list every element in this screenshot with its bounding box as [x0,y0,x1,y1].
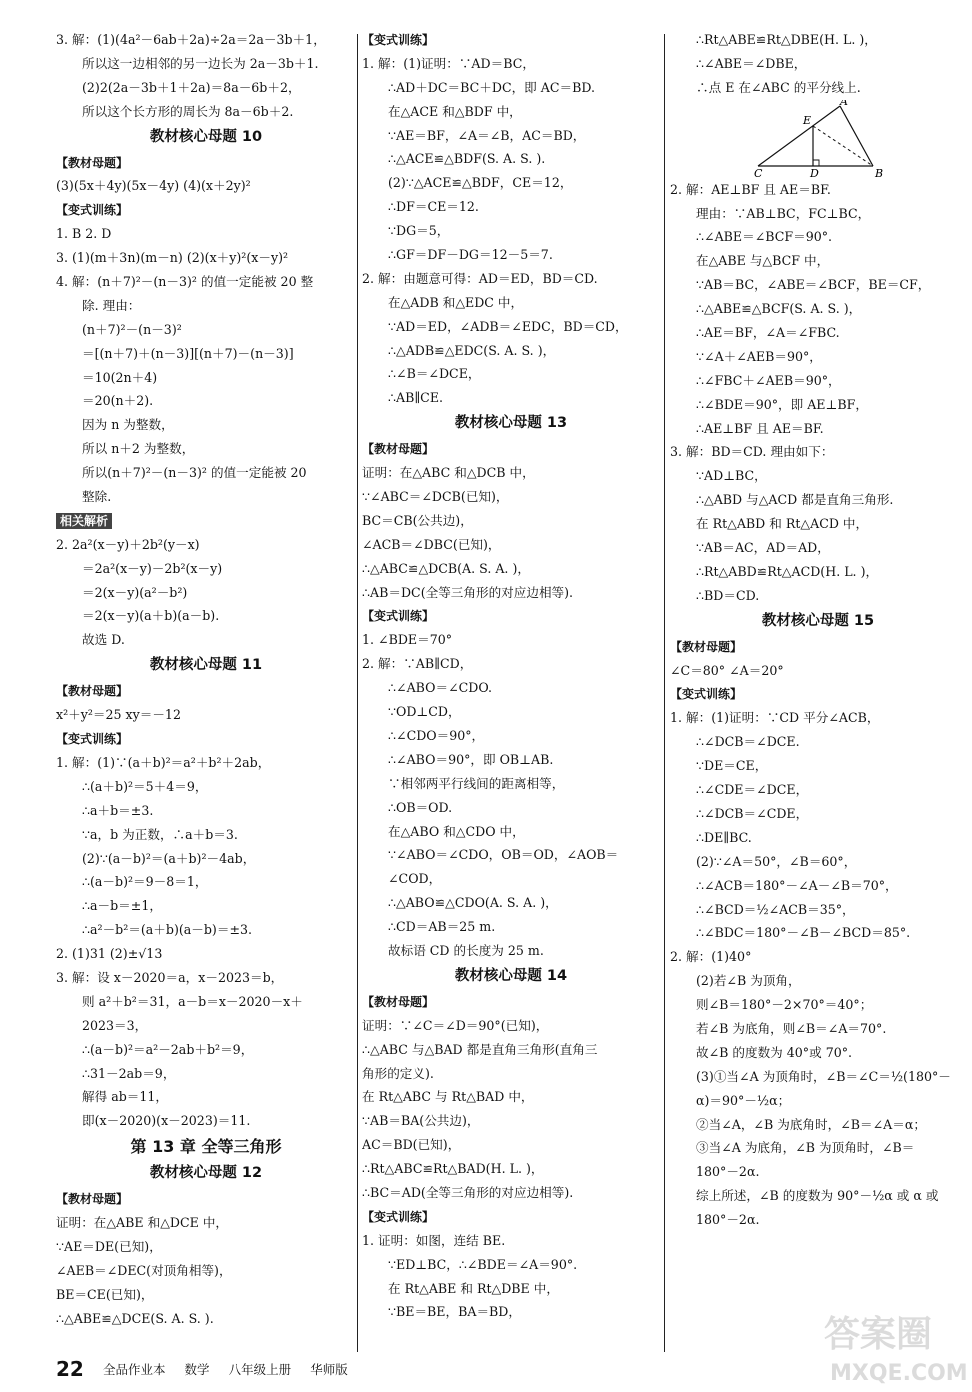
chapter-title: 第 13 章 全等三角形 [130,1137,282,1157]
section-title: 教材核心母题 13 [454,415,568,432]
text-line: 2. 解：AE⊥BF 且 AE＝BF. [670,181,831,197]
text-line: (3)(5x＋4y)(5x－4y) (4)(x＋2y)² [56,178,251,194]
text-line: ∵DG＝5， [388,223,450,239]
column-divider-2 [664,34,665,1352]
text-line: 证明：在△ABC 和△DCB 中， [362,465,535,481]
section-title: 教材核心母题 15 [761,612,875,629]
section-tag [362,990,660,1014]
column-3-part-b [670,178,966,1232]
section-title: 教材核心母题 10 [149,128,263,145]
section-tag-text: 【变式训练】 [670,687,743,702]
text-line: ∴Rt△ABD≌Rt△ACD(H. L. )， [696,563,879,579]
text-line: ∴△ADB≌△EDC(S. A. S. )， [388,342,556,358]
text-line: 1. 解：(1)∵(a＋b)²＝a²＋b²＋2ab， [56,754,271,770]
text-line: ∴∠ABO＝90°，即 OB⊥AB. [388,751,554,767]
section-tag-text: 【变式训练】 [362,1209,435,1224]
footer-book: 全品作业本 [102,1362,166,1377]
text-line: 2023＝3， [82,1017,148,1033]
text-line: ∴Rt△ABE≌Rt△DBE(H. L. )， [696,32,877,47]
text-line: 在 Rt△ABD 和 Rt△ACD 中， [696,516,869,532]
text-line: 3. 解：(1)(4a²－6ab＋2a)÷2a＝2a－3b＋1， [56,32,326,47]
text-line: 所以 n＋2 为整数， [82,441,195,457]
text-line: ∴OB＝OD. [388,799,453,815]
section-tag-text: 【教材母题】 [56,155,129,170]
text-line: (2)∵(a－b)²＝(a＋b)²－4ab， [82,850,256,866]
text-line: ∴(a－b)²＝a²－2ab＋b²＝9， [82,1041,254,1057]
text-line: ∴∠CDE＝∠DCE， [696,782,809,798]
text-line: 1. 解：(1)证明：∵CD 平分∠ACB， [670,710,880,726]
text-line: ∴a－b＝±1， [82,898,162,914]
text-line: ∴∠BDE＝90°，即 AE⊥BF， [696,396,868,412]
text-line: ＝2(x－y)(a²－b²) [82,584,188,600]
text-line: 1. B 2. D [56,226,112,242]
text-line: (2)∵∠A＝50°，∠B＝60°， [696,853,857,869]
triangle-diagram [670,100,966,178]
text-line: ③当∠A 为底角，∠B 为顶角时，∠B＝ [696,1140,915,1156]
text-line: ＝[(n＋7)＋(n－3)][(n＋7)－(n－3)] [82,345,294,361]
text-line: 2. 2a²(x－y)＋2b²(y－x) [56,536,200,552]
text-line: α)＝90°－½α； [696,1092,791,1108]
text-line: ∴AB＝DC(全等三角形的对应边相等). [362,584,574,600]
text-line: 2. 解：由题意可得：AD＝ED，BD＝CD. [362,270,598,286]
section-tag-text: 【教材母题】 [56,684,129,699]
text-line: 在△ABO 和△CDO 中， [388,823,525,839]
text-line: ∠AEB＝∠DEC(对顶角相等)， [56,1262,232,1278]
text-line: ＝10(2n＋4) [82,369,158,385]
label-D: D [810,166,819,178]
text-line: ∴(a＋b)²＝5＋4＝9， [82,778,208,794]
label-C: C [754,166,763,178]
section-tag-text: 【教材母题】 [362,994,435,1009]
text-line: 证明：在△ABE 和△DCE 中， [56,1215,229,1231]
triangle-figure [670,100,966,178]
section-tag [670,682,966,706]
text-line: 即(x－2020)(x－2023)＝11. [82,1113,251,1129]
text-line: ∴∠ABE＝∠BCF＝90°. [696,229,833,245]
text-line: x²＋y²＝25 xy＝－12 [56,707,181,723]
section-tag-text: 【变式训练】 [56,203,129,218]
section-tag [362,28,660,52]
text-line: 2. (1)31 (2)±√13 [56,946,163,962]
text-line: 180°－2α. [696,1212,760,1228]
text-line: 故标语 CD 的长度为 25 m. [388,942,544,958]
column-2 [362,28,660,1324]
text-line: ∴AE⊥BF 且 AE＝BF. [696,420,824,436]
label-A: A [840,99,848,108]
text-line: ∵DE＝CE， [696,758,768,774]
text-line: 4. 解：(n＋7)²－(n－3)² 的值一定能被 20 整 [56,274,314,290]
text-line: ∵AB＝BC，∠ABE＝∠BCF，BE＝CF， [696,277,931,293]
text-line: ＝2a²(x－y)－2b²(x－y) [82,560,223,576]
section-tag-text: 【变式训练】 [362,609,435,624]
text-line: 在 Rt△ABE 和 Rt△DBE 中， [388,1280,559,1296]
column-3 [670,28,966,1232]
section-tag-text: 【变式训练】 [56,732,129,747]
text-line: 3. 解：设 x－2020＝a，x－2023＝b， [56,969,284,985]
analysis-label [56,509,356,533]
text-line: ∠COD， [388,871,442,887]
text-line: 1. 解：(1)证明：∵AD＝BC， [362,55,535,71]
text-line: ∴△ABE≌△BCF(S. A. S. )， [696,301,862,317]
text-line: ∴∠BDC＝180°－∠B－∠BCD＝85°. [696,925,911,941]
text-line: AC＝BD(已知)， [362,1137,461,1153]
text-line: 解得 ab＝11， [82,1089,168,1105]
text-line: 所以这个长方形的周长为 8a－6b＋2. [82,103,294,119]
section-tag [56,198,356,222]
text-line: ∴∠ABE＝∠DBE， [696,55,807,71]
text-line: 若∠B 为底角，则∠B＝∠A＝70°. [696,1020,887,1036]
text-line: ∠C＝80° ∠A＝20° [670,662,784,678]
text-line: 角形的定义). [362,1065,434,1081]
text-line: ∴△ABD 与△ACD 都是直角三角形. [696,492,894,508]
text-line: 3. 解：BD＝CD. 理由如下： [670,444,834,460]
section-tag-text: 【教材母题】 [56,1192,129,1207]
section-title: 教材核心母题 12 [149,1165,263,1182]
text-line: ∠ACB＝∠DBC(已知)， [362,536,501,552]
text-line: ∴a²－b²＝(a＋b)(a－b)＝±3. [82,922,253,938]
text-line: ∵相邻两平行线间的距离相等， [388,775,565,791]
watermark-logo [816,1300,966,1388]
text-line: 故∠B 的度数为 40°或 70°. [696,1044,853,1060]
text-line: ∵AD⊥BC， [696,468,767,484]
text-line: (2)2(2a－3b＋1＋2a)＝8a－6b＋2， [82,79,301,95]
text-line: ∴AE＝BF，∠A＝∠FBC. [696,325,840,341]
text-line: 则 a²＋b²＝31，a－b＝x－2020－x＋ [82,993,303,1009]
text-line: ∵∠ABC＝∠DCB(已知)， [362,489,509,505]
text-line: ∴∠CDO＝90°， [388,727,485,743]
text-line: 在 Rt△ABC 与 Rt△BAD 中， [362,1089,534,1105]
section-tag [56,679,356,703]
text-line: 在△ADB 和△EDC 中， [388,294,524,310]
text-line: BE＝CE(已知)， [56,1286,154,1302]
text-line: ∴DF＝CE＝12. [388,199,479,215]
text-line: 则∠B＝180°－2×70°＝40°； [696,997,873,1013]
section-tag [56,1187,356,1211]
text-line: BC＝CB(公共边)， [362,512,473,528]
section-tag-text: 【变式训练】 [362,33,435,47]
text-line: ∴31－2ab＝9， [82,1065,176,1081]
text-line: ∴△ABE≌△DCE(S. A. S. ). [56,1310,214,1326]
text-line: 2. 解：∵AB∥CD， [362,656,473,672]
text-line: ∵AE＝DE(已知)， [56,1238,162,1254]
watermark-line2: MXQE.COM [830,1361,966,1386]
section-tag [362,437,660,461]
text-line: 综上所述，∠B 的度数为 90°－½α 或 α 或 [696,1188,939,1204]
text-line: 1. 证明：如图，连结 BE. [362,1232,506,1248]
text-line: 故选 D. [82,632,125,648]
text-line: ∴Rt△ABC≌Rt△BAD(H. L. )， [362,1161,544,1177]
text-line: ∵∠A＋∠AEB＝90°， [696,348,822,364]
text-line: ②当∠A，∠B 为底角时，∠B＝∠A＝α； [696,1116,926,1132]
page-number: 22 [56,1357,84,1381]
section-tag-text: 【教材母题】 [670,639,743,654]
text-line: 所以这一边相邻的另一边长为 2a－3b＋1. [82,55,319,71]
text-line: 2. 解：(1)40° [670,949,752,965]
analysis-label-text: 相关解析 [56,513,112,529]
text-line: (n＋7)²－(n－3)² [82,321,182,337]
text-line: ∴∠ACB＝180°－∠A－∠B＝70°， [696,877,898,893]
column-3-part-a [670,28,966,100]
text-line: ∴△ABO≌△CDO(A. S. A. )， [388,895,558,911]
section-tag [670,635,966,659]
footer-subject: 数学 [184,1362,210,1377]
text-line: 整除. [82,489,112,505]
text-line: ∴∠DCB＝∠CDE， [696,805,809,821]
text-line: ∵AE＝BF，∠A＝∠B，AC＝BD， [388,127,586,143]
text-line: ∴∠ABO＝∠CDO. [388,680,492,696]
text-line: 因为 n 为整数， [82,417,174,433]
text-line: ∵AB＝BA(公共边)， [362,1113,480,1129]
watermark-line1: 答案圈 [824,1314,933,1355]
section-tag-text: 【教材母题】 [362,442,435,457]
text-line: ∴GF＝DF－DG＝12－5＝7. [388,247,553,263]
text-line: 理由：∵AB⊥BC，FC⊥BC， [696,205,871,221]
section-title: 教材核心母题 14 [454,967,568,984]
text-line: 所以(n＋7)²－(n－3)² 的值一定能被 20 [82,465,307,481]
text-line: ∴AD＋DC＝BC＋DC，即 AC＝BD. [388,79,595,95]
label-E: E [803,113,812,127]
text-line: ∴△ACE≌△BDF(S. A. S. ). [388,151,546,167]
text-line: 除. 理由： [82,297,141,313]
text-line: (2)∵△ACE≌△BDF，CE＝12， [388,175,573,191]
text-line: 在△ABE 与△BCF 中， [696,253,830,269]
section-title: 教材核心母题 11 [149,657,263,674]
text-line: ＝2(x－y)(a＋b)(a－b). [82,608,220,624]
text-line: (2)若∠B 为顶角， [696,973,801,989]
text-line: ∴点 E 在∠ABC 的平分线上. [696,79,861,95]
text-line: ∴△ABC≌△DCB(A. S. A. )， [362,560,530,576]
column-1 [56,28,356,1331]
text-line: ∴△ABC 与△BAD 都是直角三角形(直角三 [362,1041,598,1057]
text-line: ∵AD＝ED，∠ADB＝∠EDC，BD＝CD， [388,318,628,334]
text-line: ∵AB＝AC，AD＝AD， [696,540,830,556]
text-line: ∴a＋b＝±3. [82,802,154,818]
text-line: 3. (1)(m＋3n)(m－n) (2)(x＋y)²(x－y)² [56,250,289,266]
section-tag [362,1205,660,1229]
column-divider-1 [357,34,358,1352]
text-line: 1. ∠BDE＝70° [362,632,453,648]
label-B: B [875,166,884,178]
text-line: ∵OD⊥CD， [388,704,461,720]
text-line: 在△ACE 和△BDF 中， [388,103,522,119]
text-line: ∴DE∥BC. [696,829,752,845]
text-line: ∵a，b 为正数，∴a＋b＝3. [82,826,238,842]
text-line: ∴∠FBC＋∠AEB＝90°， [696,372,841,388]
section-tag [56,727,356,751]
text-line: ∴(a－b)²＝9－8＝1， [82,874,208,890]
section-tag [362,604,660,628]
text-line: 证明：∵∠C＝∠D＝90°(已知)， [362,1017,549,1033]
text-line: ∵BE＝BE，BA＝BD， [388,1304,521,1320]
text-line: ∴∠BCD＝½∠ACB＝35°， [696,901,855,917]
text-line: ＝20(n＋2). [82,393,154,409]
text-line: ∴AB∥CE. [388,390,444,406]
page-footer [56,1357,348,1381]
text-line: ∵∠ABO＝∠CDO，OB＝OD，∠AOB＝ [388,847,619,863]
text-line: ∴BC＝AD(全等三角形的对应边相等). [362,1184,574,1200]
text-line: ∴∠B＝∠DCE， [388,366,481,382]
footer-grade: 八年级上册 [228,1362,292,1377]
text-line: (3)①当∠A 为顶角时，∠B＝∠C＝½(180°－ [696,1068,951,1084]
footer-edition: 华师版 [310,1362,348,1377]
text-line: ∴CD＝AB＝25 m. [388,919,496,935]
text-line: ∴∠DCB＝∠DCE. [696,734,800,750]
text-line: 180°－2α. [696,1164,760,1180]
section-tag [56,151,356,175]
text-line: ∵ED⊥BC，∴∠BDE＝∠A＝90°. [388,1256,578,1272]
text-line: ∴BD＝CD. [696,587,760,603]
